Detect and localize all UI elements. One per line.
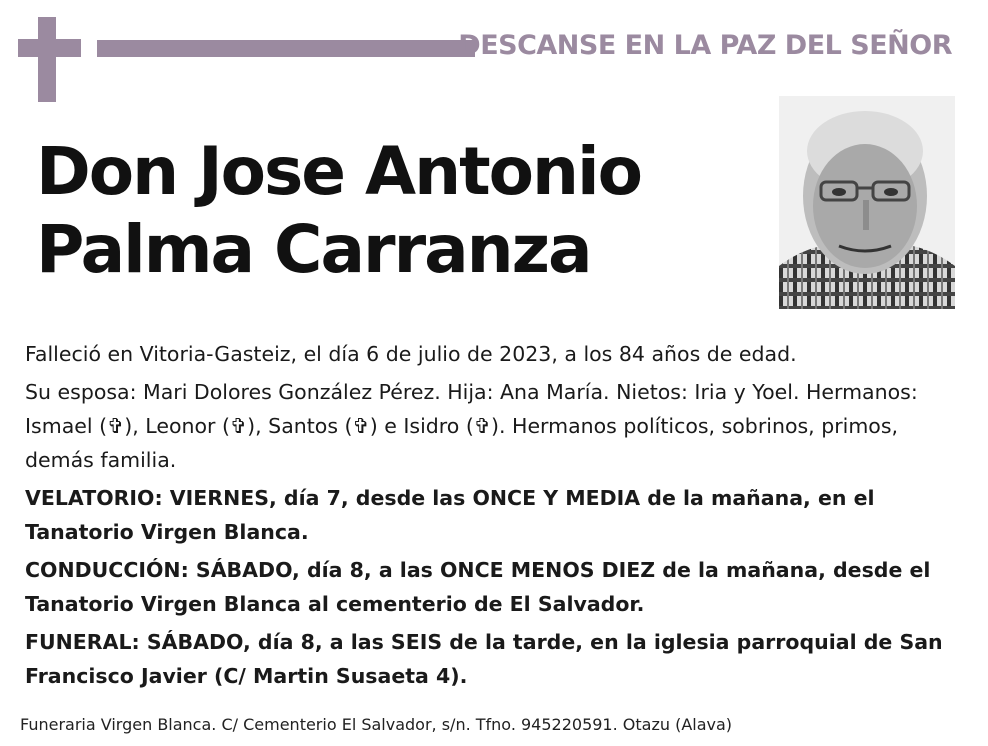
cross-icon — [38, 17, 56, 102]
family-notice: Su esposa: Mari Dolores González Pérez. Hija: Ana María. Nietos: Iria y Yoel. Hermanos: Ismael (✞), Leonor (✞), Santos (✞) e Isidro (✞). Hermanos políticos, sobrinos, primos, demás familia. — [25, 380, 918, 472]
portrait-photo — [779, 96, 955, 309]
deceased-name — [36, 133, 641, 289]
name-line-1: Don Jose Antonio — [36, 133, 641, 210]
death-notice: Falleció en Vitoria-Gasteiz, el día 6 de julio de 2023, a los 84 años de edad. — [25, 342, 797, 366]
procession-notice: CONDUCCIÓN: SÁBADO, día 8, a las ONCE MENOS DIEZ de la mañana, desde el Tanatorio Virgen Blanca al cementerio de El Salvador. — [25, 558, 931, 616]
wake-notice: VELATORIO: VIERNES, día 7, desde las ONCE Y MEDIA de la mañana, en el Tanatorio Virgen Blanca. — [25, 486, 875, 544]
funeral-home-footer: Funeraria Virgen Blanca. C/ Cementerio El Salvador, s/n. Tfno. 945220591. Otazu (Alava) — [20, 715, 733, 734]
name-line-2: Palma Carranza — [36, 211, 591, 288]
cross-icon-bar — [18, 39, 81, 57]
header-title: DESCANSE EN LA PAZ DEL SEÑOR — [458, 30, 952, 61]
header-rule — [97, 40, 475, 57]
announcement-body — [25, 337, 960, 697]
funeral-notice: FUNERAL: SÁBADO, día 8, a las SEIS de la tarde, en la iglesia parroquial de San Francisco Javier (C/ Martin Susaeta 4). — [25, 630, 943, 688]
